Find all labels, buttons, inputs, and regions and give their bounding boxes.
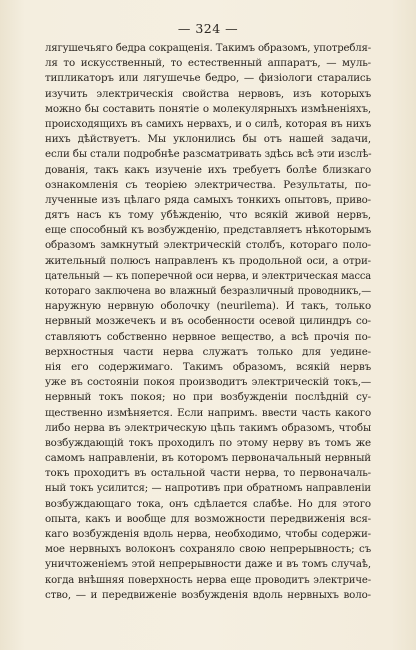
text-line: нервный токъ покоя; но при возбужденіи послѣдній су-: [45, 391, 371, 404]
text-line: верхностныя части нерва служатъ только для уедине-: [45, 345, 371, 358]
text-line: возбуждающій токъ проходилъ по этому нерву въ томъ же: [45, 436, 371, 449]
text-line: ство, — и передвиженіе возбужденія вдоль нервныхъ воло-: [45, 588, 371, 601]
text-line: нервный мозжечекъ и въ особенности осевой цилиндръ со-: [45, 315, 371, 328]
page-number: — 324 —: [177, 21, 239, 36]
text-line: дованія, такъ какъ изученіе ихъ требуетъ болѣе близкаго: [45, 163, 371, 176]
text-line: дятъ насъ къ тому убѣжденію, что всякій живой нервъ,: [45, 209, 371, 222]
text-line: нихъ дѣйствуетъ. Мы уклонились бы отъ нашей задачи,: [45, 133, 371, 146]
text-line: еще способный къ возбужденію, представляетъ нѣкоторымъ: [45, 224, 371, 237]
text-line: можно бы составить понятіе о молекулярныхъ измѣненіяхъ,: [45, 102, 371, 115]
text-line: уничтоженіемъ этой непрерывности даже и въ томъ случаѣ,: [45, 558, 371, 571]
text-line: ный токъ усилится; — напротивъ при обратномъ направленіи: [45, 483, 371, 495]
text-line: когда внѣшняя поверхность нерва еще проводитъ электриче-: [45, 574, 371, 586]
text-line: цательный — къ поперечной оси нерва, и электрическая масса: [45, 270, 371, 282]
text-line: котораго заключена во влажный безразличный проводникъ,—: [45, 286, 371, 297]
text-line: либо нерва въ электрическую цѣпь такимъ образомъ, чтобы: [45, 421, 371, 434]
text-line: ля то искусственный, то естественный аппаратъ, — муль-: [45, 57, 371, 70]
text-line: самомъ направленіи, въ которомъ первоначальный нервный: [45, 452, 371, 465]
text-line: уже въ состояніи покоя производитъ электрическій токъ,—: [45, 376, 371, 389]
text-line: жительный полюсъ направленъ къ продольной оси, а отри-: [45, 254, 371, 267]
text-line: каго возбужденія вдоль нерва, необходимо, чтобы содержи-: [45, 528, 371, 540]
text-line: возбуждающаго тока, онъ сдѣлается слабѣе. Но для этого: [45, 497, 371, 510]
text-line: лученные изъ цѣлаго ряда самыхъ тонкихъ опытовъ, приво-: [45, 193, 371, 206]
text-line: если бы стали подробнѣе разсматривать здѣсь всѣ эти изслѣ-: [45, 148, 372, 161]
text-line: образомъ замкнутый электрическій столбъ, котораго поло-: [45, 239, 371, 252]
text-line: мое нервныхъ волоконъ сохраняло свою непрерывность; съ: [45, 543, 371, 556]
text-line: происходящихъ въ самихъ нервахъ, и о силѣ, которая въ нихъ: [45, 118, 371, 130]
text-line: типликаторъ или лягушечье бедро, — физіологи старались: [45, 72, 371, 85]
text-line: нія его содержимаго. Такимъ образомъ, всякій нервъ: [45, 360, 371, 373]
text-line: лягушечьяго бедра сокращенія. Такимъ образомъ, употребля-: [45, 43, 371, 54]
text-line: изучить электрическія свойства нервовъ, изъ которыхъ: [45, 87, 371, 100]
text-line: наружную нервную оболочку (neurilema). И такъ, только: [45, 300, 371, 313]
body-text: [45, 41, 371, 603]
text-line: опыта, какъ и вообще для возможности передвиженія вся-: [45, 512, 371, 525]
text-line: ознакомленія съ теоріею электричества. Результаты, по-: [45, 178, 371, 191]
text-line: токъ проходитъ въ остальной части нерва, то первоначаль-: [45, 467, 371, 480]
text-line: щественно измѣняется. Если напримъ. ввести часть какого: [45, 406, 371, 419]
text-line: ставляютъ собственно нервное вещество, а всѣ прочія по-: [45, 330, 371, 343]
